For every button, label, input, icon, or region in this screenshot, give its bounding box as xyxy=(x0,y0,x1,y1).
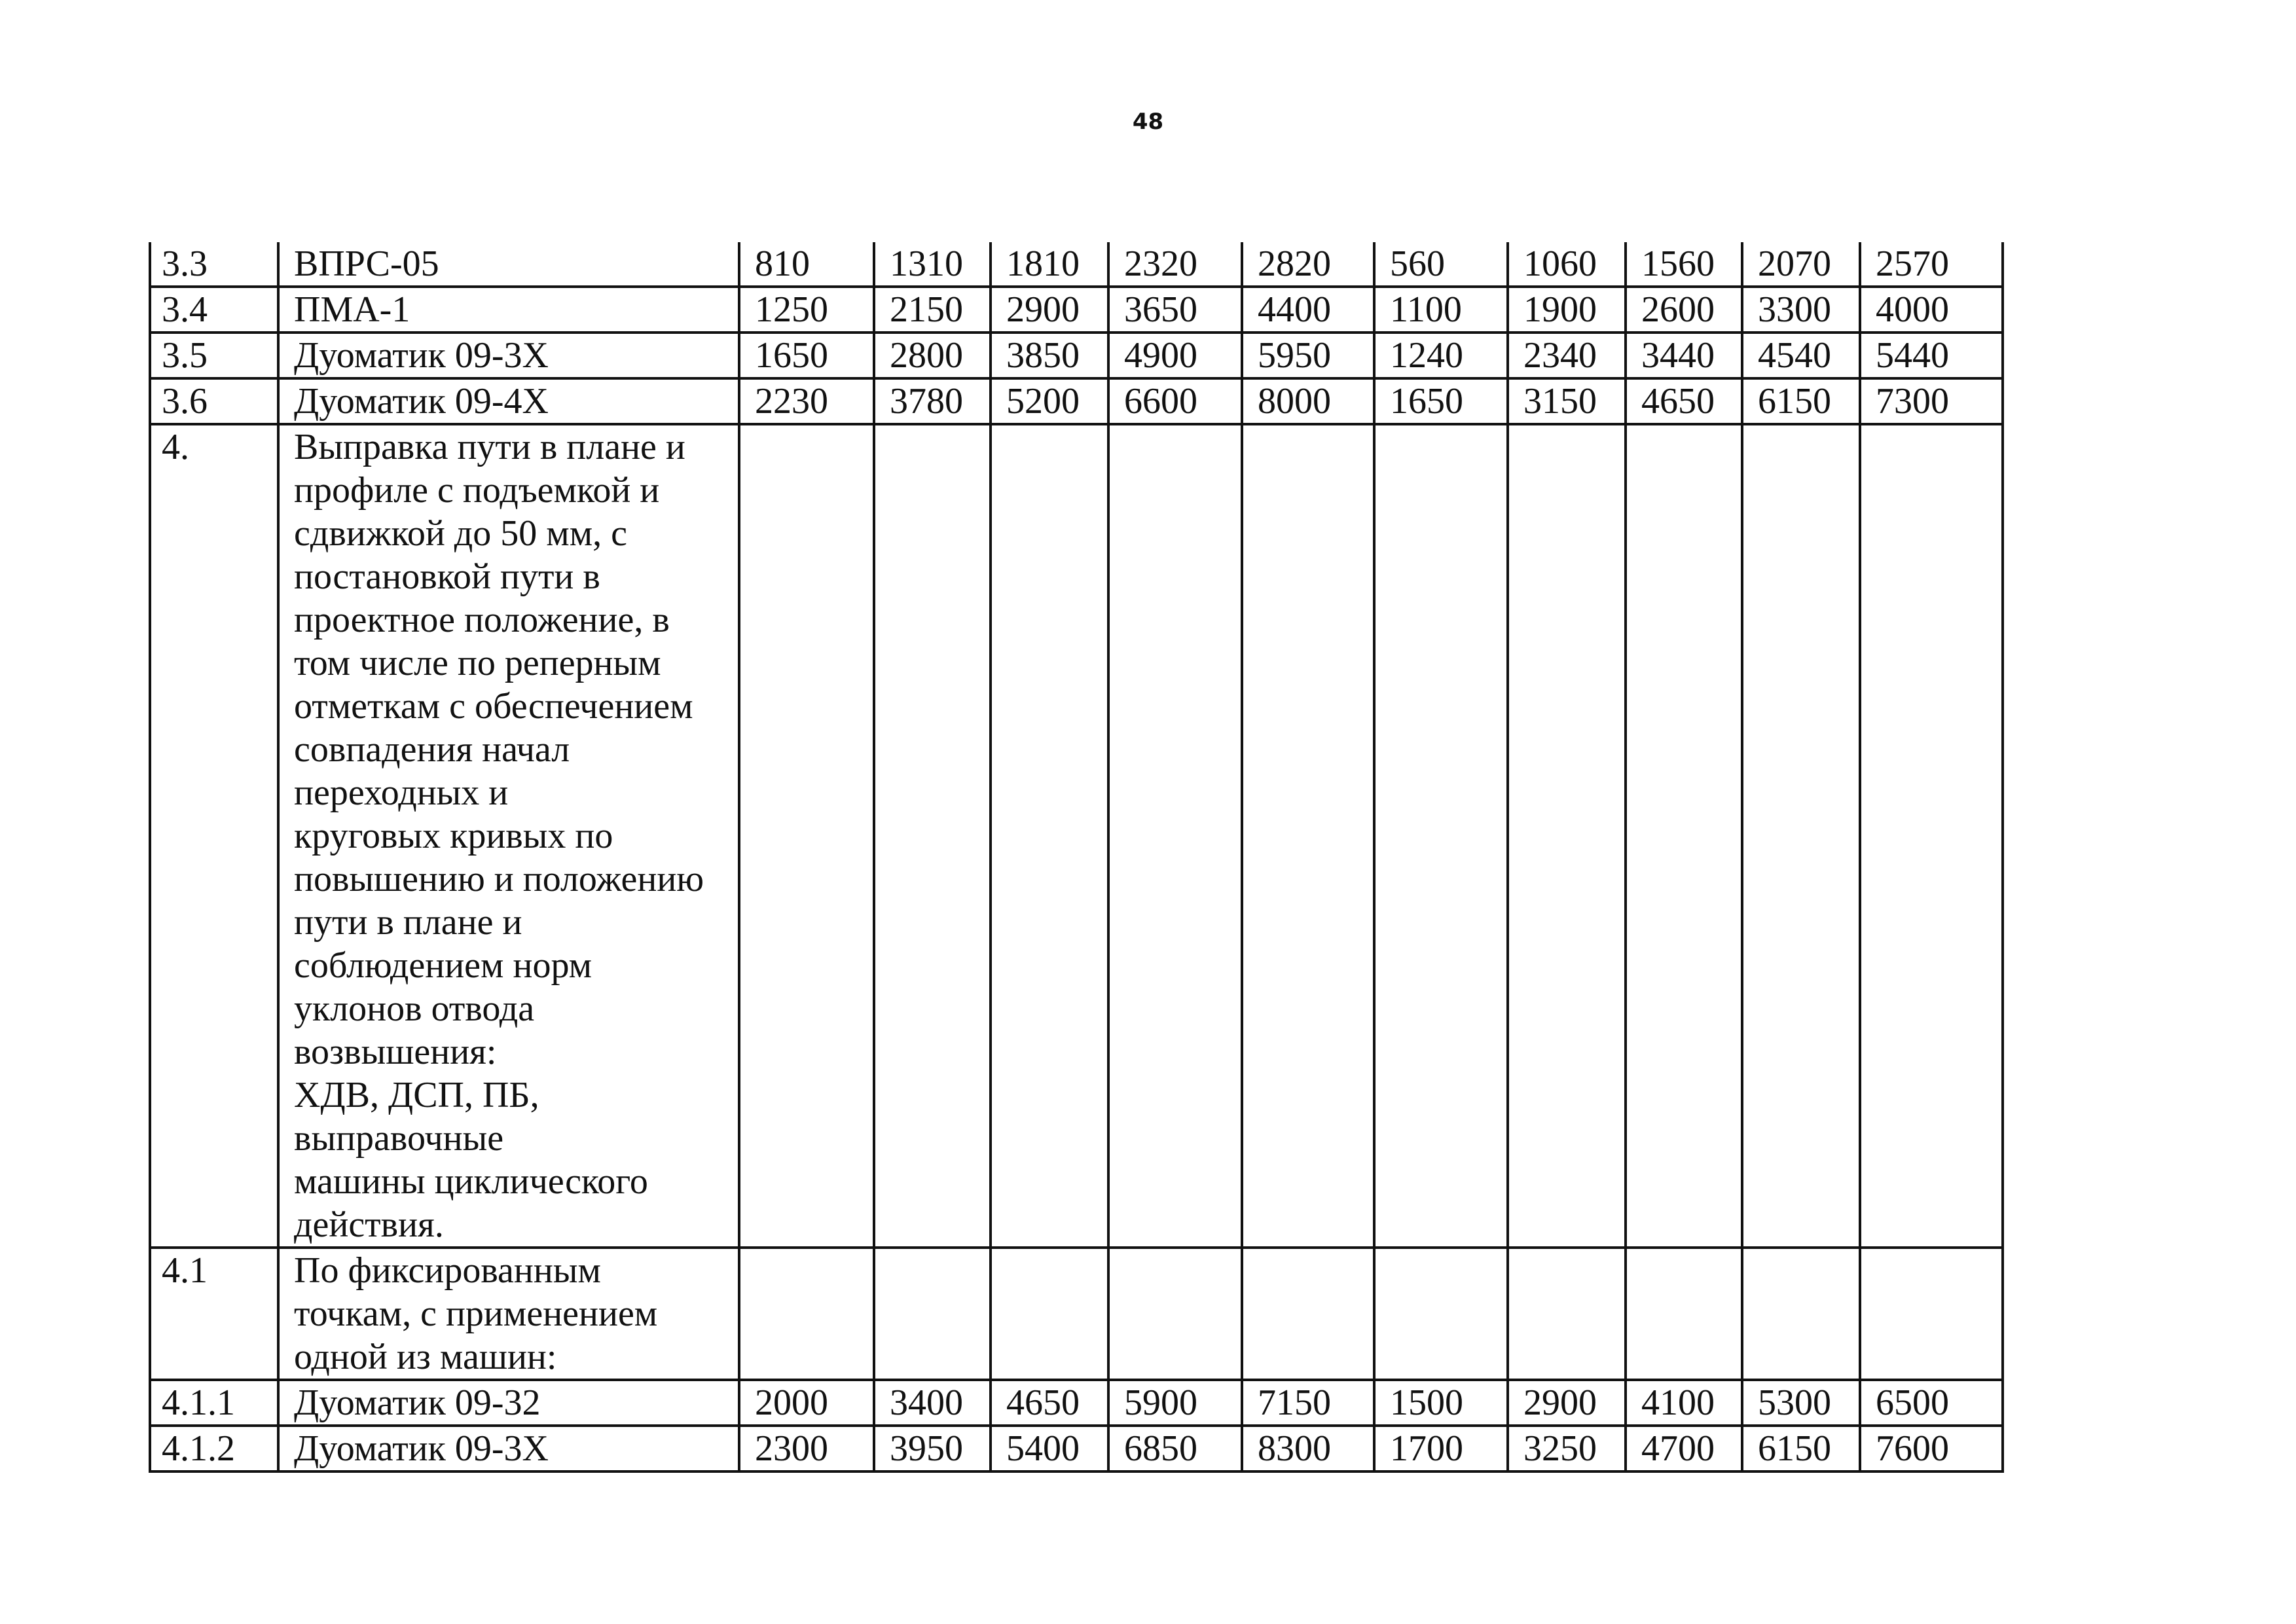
row-number: 3.4 xyxy=(150,287,278,333)
description-line: пути в плане и xyxy=(294,902,522,943)
description-line: действия. xyxy=(294,1204,444,1245)
value-cell: 1810 xyxy=(991,242,1108,287)
description-line: По фиксированным xyxy=(294,1250,601,1291)
value-cell: 1900 xyxy=(1508,287,1626,333)
value-cell: 2070 xyxy=(1742,242,1860,287)
empty-cell xyxy=(1242,424,1374,1248)
value-cell: 3400 xyxy=(874,1380,991,1426)
table-row xyxy=(150,333,2003,378)
section-4-row xyxy=(150,424,2003,1248)
value-cell: 6150 xyxy=(1742,1426,1860,1471)
value-cell: 5950 xyxy=(1242,333,1374,378)
machine-name: Дуоматик 09-4Х xyxy=(278,378,739,424)
value-cell: 2000 xyxy=(739,1380,874,1426)
value-cell: 1310 xyxy=(874,242,991,287)
value-cell: 5300 xyxy=(1742,1380,1860,1426)
value-cell: 2900 xyxy=(991,287,1108,333)
description-line: том числе по реперным xyxy=(294,643,661,683)
empty-cell xyxy=(1742,424,1860,1248)
table-row xyxy=(150,287,2003,333)
empty-cell xyxy=(1626,424,1742,1248)
empty-cell xyxy=(1374,1248,1508,1380)
description-line: совпадения начал xyxy=(294,729,570,770)
value-cell: 3650 xyxy=(1108,287,1242,333)
table-row xyxy=(150,1426,2003,1471)
value-cell: 3440 xyxy=(1626,333,1742,378)
value-cell: 8000 xyxy=(1242,378,1374,424)
description-line: постановкой пути в xyxy=(294,556,600,597)
description-line: соблюдением норм xyxy=(294,945,592,986)
empty-cell xyxy=(874,1248,991,1380)
value-cell: 2600 xyxy=(1626,287,1742,333)
row-number: 3.3 xyxy=(150,242,278,287)
value-cell: 1650 xyxy=(1374,378,1508,424)
description-line: выправочные xyxy=(294,1118,504,1159)
table-row xyxy=(150,242,2003,287)
description-line: отметкам с обеспечением xyxy=(294,686,693,727)
description-line: возвышения: xyxy=(294,1032,497,1072)
value-cell: 3300 xyxy=(1742,287,1860,333)
norms-table xyxy=(149,242,2004,1473)
description-line: Выправка пути в плане и xyxy=(294,427,685,467)
description-line: точкам, с применением xyxy=(294,1293,658,1334)
value-cell: 560 xyxy=(1374,242,1508,287)
value-cell: 4000 xyxy=(1860,287,2003,333)
machine-name: ВПРС-05 xyxy=(278,242,739,287)
value-cell: 3250 xyxy=(1508,1426,1626,1471)
value-cell: 4540 xyxy=(1742,333,1860,378)
empty-cell xyxy=(1508,1248,1626,1380)
value-cell: 1700 xyxy=(1374,1426,1508,1471)
machine-name: Дуоматик 09-32 xyxy=(278,1380,739,1426)
machine-name: Дуоматик 09-3Х xyxy=(278,1426,739,1471)
row-number: 4.1.1 xyxy=(150,1380,278,1426)
value-cell: 3850 xyxy=(991,333,1108,378)
empty-cell xyxy=(1374,424,1508,1248)
value-cell: 2300 xyxy=(739,1426,874,1471)
value-cell: 5400 xyxy=(991,1426,1108,1471)
machine-name: ПМА-1 xyxy=(278,287,739,333)
table-row xyxy=(150,378,2003,424)
section-4-1-description xyxy=(278,1248,739,1380)
empty-cell xyxy=(1626,1248,1742,1380)
value-cell: 1060 xyxy=(1508,242,1626,287)
row-number: 4.1 xyxy=(150,1248,278,1380)
empty-cell xyxy=(874,424,991,1248)
description-line: переходных и xyxy=(294,772,509,813)
value-cell: 4100 xyxy=(1626,1380,1742,1426)
value-cell: 2230 xyxy=(739,378,874,424)
value-cell: 7150 xyxy=(1242,1380,1374,1426)
value-cell: 4400 xyxy=(1242,287,1374,333)
value-cell: 6850 xyxy=(1108,1426,1242,1471)
empty-cell xyxy=(991,1248,1108,1380)
row-number: 3.6 xyxy=(150,378,278,424)
value-cell: 2340 xyxy=(1508,333,1626,378)
empty-cell xyxy=(739,424,874,1248)
value-cell: 7600 xyxy=(1860,1426,2003,1471)
value-cell: 2570 xyxy=(1860,242,2003,287)
description-line: машины циклического xyxy=(294,1161,648,1202)
value-cell: 2800 xyxy=(874,333,991,378)
empty-cell xyxy=(1860,1248,2003,1380)
value-cell: 4650 xyxy=(991,1380,1108,1426)
machine-name: Дуоматик 09-3Х xyxy=(278,333,739,378)
table-row xyxy=(150,1380,2003,1426)
empty-cell xyxy=(1508,424,1626,1248)
section-4-1-row xyxy=(150,1248,2003,1380)
empty-cell xyxy=(991,424,1108,1248)
value-cell: 3150 xyxy=(1508,378,1626,424)
description-line: одной из машин: xyxy=(294,1337,557,1377)
value-cell: 2320 xyxy=(1108,242,1242,287)
empty-cell xyxy=(739,1248,874,1380)
value-cell: 5440 xyxy=(1860,333,2003,378)
row-number: 4.1.2 xyxy=(150,1426,278,1471)
empty-cell xyxy=(1742,1248,1860,1380)
value-cell: 1650 xyxy=(739,333,874,378)
value-cell: 8300 xyxy=(1242,1426,1374,1471)
value-cell: 3780 xyxy=(874,378,991,424)
empty-cell xyxy=(1242,1248,1374,1380)
value-cell: 2820 xyxy=(1242,242,1374,287)
value-cell: 3950 xyxy=(874,1426,991,1471)
value-cell: 1560 xyxy=(1626,242,1742,287)
table-body xyxy=(150,242,2003,1471)
value-cell: 5200 xyxy=(991,378,1108,424)
description-line: уклонов отвода xyxy=(294,988,535,1029)
empty-cell xyxy=(1108,424,1242,1248)
description-line: ХДВ, ДСП, ПБ, xyxy=(294,1075,539,1115)
description-line: проектное положение, в xyxy=(294,600,670,640)
description-line: сдвижкой до 50 мм, с xyxy=(294,513,628,554)
row-number: 4. xyxy=(150,424,278,1248)
description-line: профиле с подъемкой и xyxy=(294,470,660,511)
section-4-description xyxy=(278,424,739,1248)
value-cell: 6600 xyxy=(1108,378,1242,424)
value-cell: 7300 xyxy=(1860,378,2003,424)
value-cell: 1250 xyxy=(739,287,874,333)
page-number: 48 xyxy=(1132,109,1164,135)
value-cell: 4700 xyxy=(1626,1426,1742,1471)
value-cell: 2900 xyxy=(1508,1380,1626,1426)
value-cell: 1240 xyxy=(1374,333,1508,378)
value-cell: 4650 xyxy=(1626,378,1742,424)
value-cell: 4900 xyxy=(1108,333,1242,378)
value-cell: 5900 xyxy=(1108,1380,1242,1426)
value-cell: 6150 xyxy=(1742,378,1860,424)
value-cell: 6500 xyxy=(1860,1380,2003,1426)
value-cell: 810 xyxy=(739,242,874,287)
empty-cell xyxy=(1108,1248,1242,1380)
row-number: 3.5 xyxy=(150,333,278,378)
description-line: повышению и положению xyxy=(294,859,704,899)
value-cell: 2150 xyxy=(874,287,991,333)
description-line: круговых кривых по xyxy=(294,816,613,856)
value-cell: 1100 xyxy=(1374,287,1508,333)
value-cell: 1500 xyxy=(1374,1380,1508,1426)
empty-cell xyxy=(1860,424,2003,1248)
